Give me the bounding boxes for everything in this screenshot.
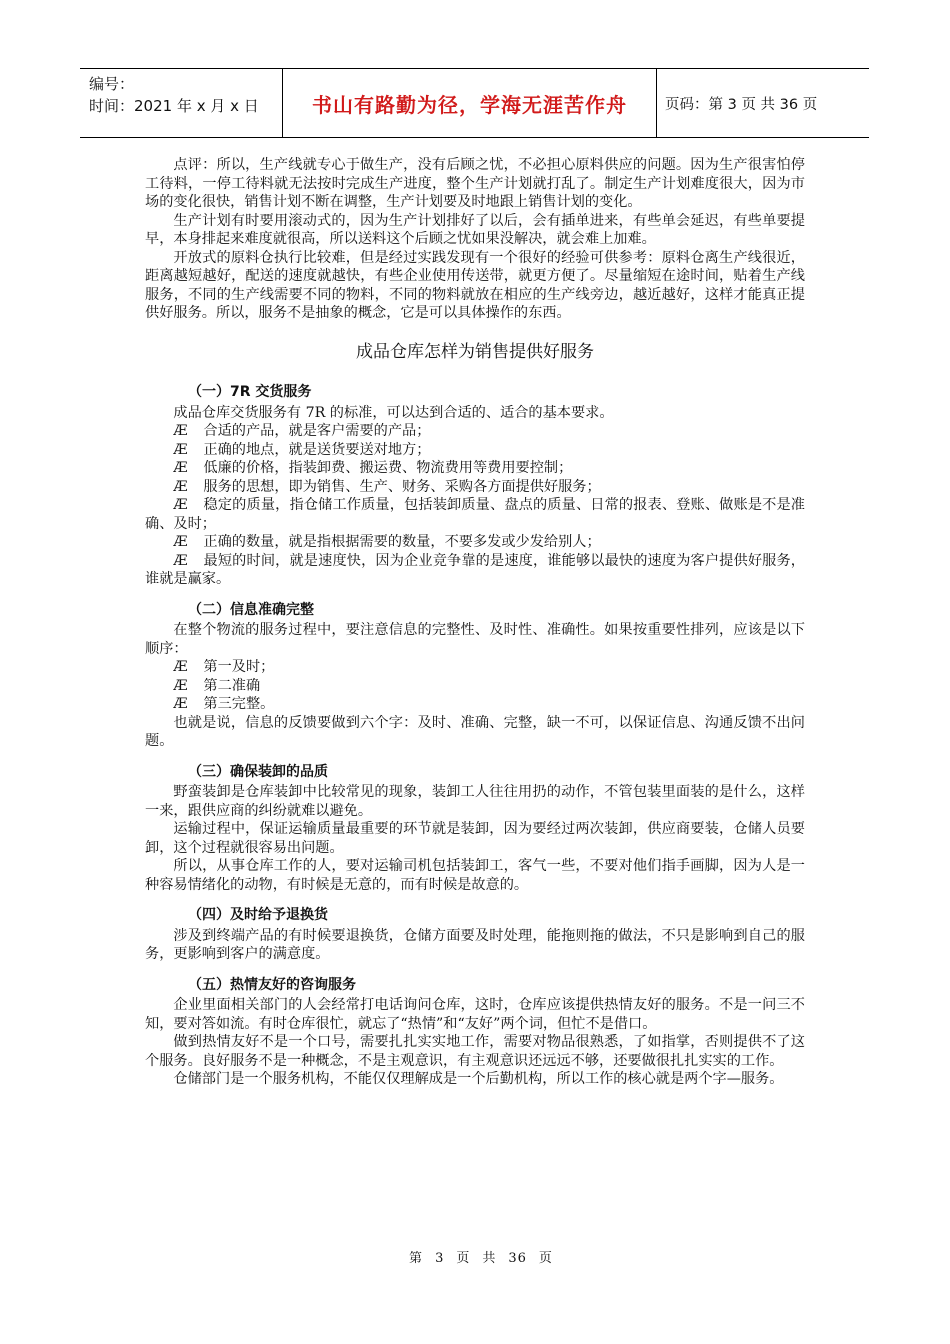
page-footer	[0, 1247, 950, 1266]
list-item: Æ 服务的思想，即为销售、生产、财务、采购各方面提供好服务；	[173, 478, 601, 495]
paragraph: 仓储部门是一个服务机构，不能仅仅理解成是一个后勤机构，所以工作的核心就是两个字—服务。	[173, 1071, 784, 1087]
bullet-mark: Æ	[173, 534, 188, 550]
header-motto: 书山有路勤为径，学海无涯苦作舟	[283, 69, 657, 137]
paragraph: 成品仓库交货服务有 7R 的标准，可以达到合适的、适合的基本要求。	[173, 404, 614, 421]
subheading-returns: （四）及时给予退换货	[188, 907, 328, 923]
footer-page-word: 第	[409, 1251, 424, 1266]
header-page-indicator: 页码：第 3 页 共 36 页	[665, 96, 818, 113]
footer-total-number: 36	[508, 1251, 527, 1266]
paragraph: 野蛮装卸是仓库装卸中比较常见的现象，装卸工人往往用扔的动作，不管包装里面装的是什么，这样一来，跟供应商的纠纷就难以避免。	[145, 784, 805, 819]
footer-page-unit: 页	[456, 1251, 471, 1266]
bullet-mark: Æ	[173, 677, 188, 694]
list-item: Æ 正确的地点，就是送货要送对地方；	[173, 441, 431, 458]
subheading-loading: （三）确保装卸的品质	[188, 763, 328, 780]
footer-total-word: 共	[482, 1251, 497, 1266]
paragraph: 涉及到终端产品的有时候要退换货，仓储方面要及时处理，能拖则拖的做法，不只是影响到自己的服务，更影响到客户的满意度。	[145, 927, 805, 962]
bullet-mark: Æ	[173, 478, 188, 495]
bullet-mark: Æ	[173, 423, 188, 439]
subheading-7r: （一）7R 交货服务	[188, 384, 312, 400]
header-meta	[80, 69, 283, 137]
bullet-mark: Æ	[173, 659, 188, 675]
list-item: Æ 正确的数量，就是指根据需要的数量，不要多发或少发给别人；	[173, 534, 601, 550]
section-title: 成品仓库怎样为销售提供好服务	[356, 341, 594, 362]
date-label: 时间：2021 年 x 月 x 日	[89, 97, 259, 115]
list-item: Æ 第三完整。	[173, 696, 275, 712]
bullet-mark: Æ	[173, 696, 188, 712]
paragraph: 开放式的原料仓执行比较难，但是经过实践发现有一个很好的经验可供参考：原料仓离生产线很近，距离越短越好，配送的速度就越快，有些企业使用传送带，就更方便了。尽量缩短在途时间，贴着生产线服务，不同的生产线需要不同的物料，不同的物料就放在相应的生产线旁边，越近越好，这样才能真正提供好服务。所以，服务不是抽象的概念，它是可以具体操作的东西。	[145, 249, 805, 321]
list-item: Æ 合适的产品，就是客户需要的产品；	[173, 423, 431, 439]
document-body	[145, 156, 805, 1089]
footer-page-number: 3	[435, 1251, 445, 1266]
list-item: Æ 第一及时；	[173, 659, 275, 675]
subheading-info: （二）信息准确完整	[188, 601, 314, 618]
list-item: Æ 最短的时间，就是速度快，因为企业竞争靠的是速度，谁能够以最快的速度为客户提供好服务，谁就是赢家。	[145, 552, 805, 587]
paragraph: 企业里面相关部门的人会经常打电话询问仓库，这时，仓库应该提供热情友好的服务。不是一问三不知，要对答如流。有时仓库很忙，就忘了“热情”和“友好”两个词，但忙不是借口。	[145, 997, 805, 1032]
serial-number-label: 编号：	[89, 75, 135, 93]
page-header	[80, 68, 869, 138]
bullet-mark: Æ	[173, 460, 188, 476]
paragraph: 在整个物流的服务过程中，要注意信息的完整性、及时性、准确性。如果按重要性排列，应该是以下顺序：	[145, 622, 805, 657]
list-item: Æ 第二准确	[173, 677, 261, 694]
bullet-mark: Æ	[173, 552, 188, 569]
list-item: Æ 稳定的质量，指仓储工作质量，包括装卸质量、盘点的质量、日常的报表、登账、做账是不是准确、及时；	[145, 497, 805, 532]
paragraph: 点评：所以，生产线就专心于做生产，没有后顾之忧，不必担心原料供应的问题。因为生产很害怕停工待料，一停工待料就无法按时完成生产进度，整个生产计划就打乱了。制定生产计划难度很大，因为市场的变化很快，销售计划不断在调整，生产计划要及时地跟上销售计划的变化。	[145, 157, 805, 210]
paragraph: 运输过程中，保证运输质量最重要的环节就是装卸，因为要经过两次装卸，供应商要装，仓储人员要卸，这个过程就很容易出问题。	[145, 821, 805, 856]
paragraph: 做到热情友好不是一个口号，需要扎扎实实地工作，需要对物品很熟悉，了如指掌，否则提供不了这个服务。良好服务不是一种概念，不是主观意识，有主观意识还远远不够，还要做很扎扎实实的工作。	[145, 1034, 805, 1069]
paragraph: 所以，从事仓库工作的人，要对运输司机包括装卸工，客气一些，不要对他们指手画脚，因为人是一种容易情绪化的动物，有时候是无意的，而有时候是故意的。	[145, 858, 805, 893]
list-item: Æ 低廉的价格，指装卸费、搬运费、物流费用等费用要控制；	[173, 460, 573, 476]
subheading-consulting: （五）热情友好的咨询服务	[188, 976, 356, 993]
footer-total-unit: 页	[538, 1251, 553, 1266]
paragraph: 也就是说，信息的反馈要做到六个字：及时、准确、完整，缺一不可，以保证信息、沟通反馈不出问题。	[145, 714, 805, 749]
bullet-mark: Æ	[173, 497, 188, 513]
bullet-mark: Æ	[173, 441, 188, 458]
paragraph: 生产计划有时要用滚动式的，因为生产计划排好了以后，会有插单进来，有些单会延迟，有些单要提早，本身排起来难度就很高，所以送料这个后顾之忧如果没解决，就会难上加难。	[145, 212, 805, 247]
